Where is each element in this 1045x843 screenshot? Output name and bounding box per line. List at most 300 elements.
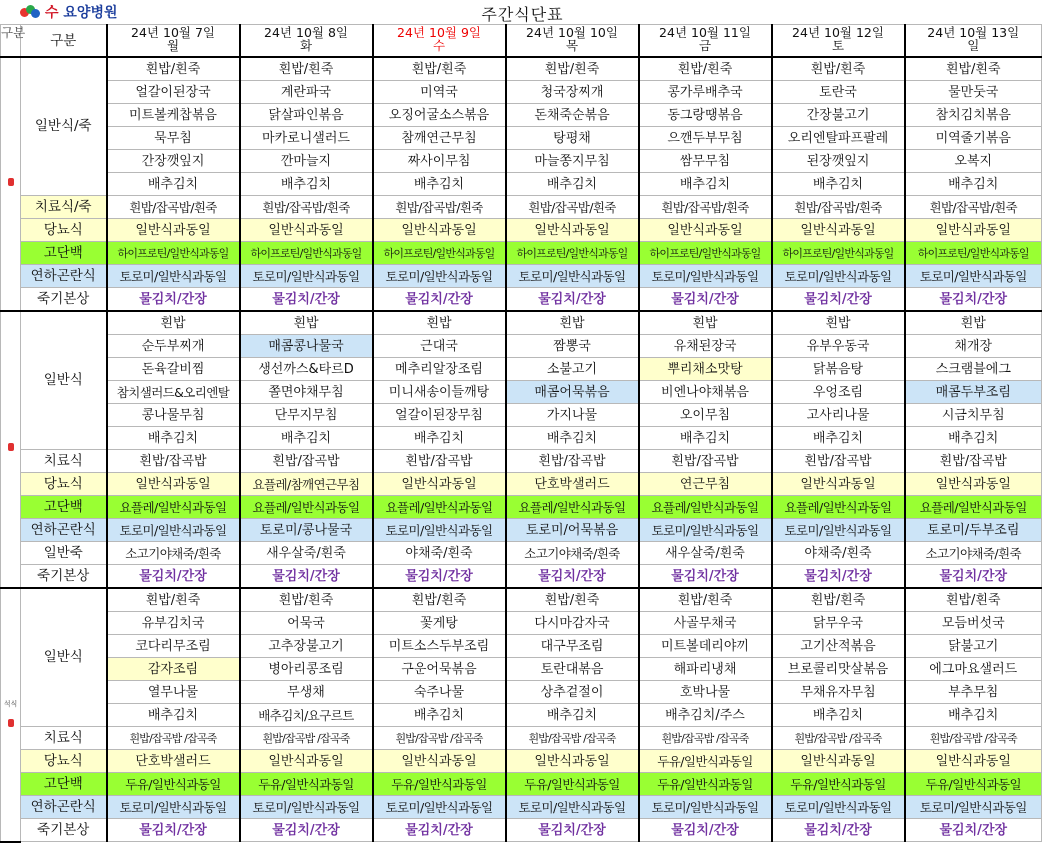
menu-row: [1, 750, 1042, 773]
menu-cell: 고사리나물: [772, 404, 905, 427]
menu-cell: 배추김치: [506, 704, 639, 727]
menu-cell: 토로미/일반식과동일: [373, 519, 506, 542]
menu-cell: 배추김치: [373, 704, 506, 727]
category-label: 연하곤란식: [21, 519, 107, 542]
menu-cell: 배추김치: [772, 704, 905, 727]
category-label: 고단백: [21, 242, 107, 265]
menu-cell: 새우살죽/흰죽: [639, 542, 772, 565]
menu-cell: 해파리냉채: [639, 658, 772, 681]
menu-row: [1, 658, 1042, 681]
category-label: 연하곤란식: [21, 796, 107, 819]
menu-row: [1, 635, 1042, 658]
category-label: 일반식/죽: [21, 57, 107, 196]
menu-cell: 비엔나야채볶음: [639, 381, 772, 404]
day-weekday: 금: [698, 38, 712, 53]
menu-cell: 흰밥/잡곡밥: [373, 450, 506, 473]
day-date: 24년 10월 9일: [397, 25, 481, 40]
menu-cell: 흰밥/잡곡밥 /잡곡죽: [639, 727, 772, 750]
menu-cell: 생선까스&타르D: [240, 358, 373, 381]
day-date: 24년 10월 11일: [659, 25, 751, 40]
menu-cell: 배추김치: [772, 427, 905, 450]
menu-cell: 토로미/일반식과동일: [639, 519, 772, 542]
menu-cell: 오이무침: [639, 404, 772, 427]
menu-cell: 배추김치/주스: [639, 704, 772, 727]
menu-cell: 우엉조림: [772, 381, 905, 404]
category-label: 죽기본상: [21, 565, 107, 589]
menu-row: [1, 496, 1042, 519]
menu-cell: 고기산적볶음: [772, 635, 905, 658]
menu-cell: 흰밥/흰죽: [240, 588, 373, 612]
menu-cell: 흰밥: [107, 311, 240, 335]
menu-cell: 토로미/일반식과동일: [373, 796, 506, 819]
menu-cell: 토로미/일반식과동일: [107, 265, 240, 288]
menu-cell: 물김치/간장: [639, 288, 772, 312]
day-date: 24년 10월 7일: [131, 25, 215, 40]
category-label: 치료식: [21, 727, 107, 750]
menu-cell: 청국장찌개: [506, 81, 639, 104]
menu-cell: 토로미/일반식과동일: [107, 796, 240, 819]
menu-cell: 흰밥/흰죽: [639, 588, 772, 612]
day-header: [107, 25, 240, 58]
menu-row: [1, 381, 1042, 404]
menu-cell: 병아리콩조림: [240, 658, 373, 681]
menu-cell: 물김치/간장: [905, 819, 1042, 842]
menu-cell: 물김치/간장: [772, 565, 905, 589]
menu-cell: 배추김치: [240, 427, 373, 450]
menu-cell: 마늘쫑지무침: [506, 150, 639, 173]
menu-cell: 흰밥/잡곡밥: [639, 450, 772, 473]
menu-cell: 두유/일반식과동일: [373, 773, 506, 796]
menu-cell: 흰밥/흰죽: [905, 588, 1042, 612]
menu-cell: 일반식과동일: [107, 473, 240, 496]
menu-cell: 돈육갈비찜: [107, 358, 240, 381]
menu-cell: 채개장: [905, 335, 1042, 358]
menu-cell: 흰밥/잡곡밥 /잡곡죽: [373, 727, 506, 750]
menu-cell: 하이프로틴/일반식과동일: [107, 242, 240, 265]
menu-cell: 순두부찌개: [107, 335, 240, 358]
menu-row: [1, 81, 1042, 104]
menu-cell: 미역국: [373, 81, 506, 104]
menu-cell: 일반식과동일: [772, 750, 905, 773]
weekly-menu-table: [0, 24, 1042, 843]
menu-cell: 어묵국: [240, 612, 373, 635]
menu-cell: 흰밥/잡곡밥 /잡곡죽: [905, 727, 1042, 750]
menu-cell: 미역줄기볶음: [905, 127, 1042, 150]
menu-row: [1, 727, 1042, 750]
menu-cell: 일반식과동일: [373, 750, 506, 773]
menu-row: [1, 242, 1042, 265]
menu-cell: 흰밥/잡곡밥 /잡곡죽: [772, 727, 905, 750]
menu-cell: 야채죽/흰죽: [373, 542, 506, 565]
menu-row: [1, 450, 1042, 473]
day-weekday: 토: [831, 38, 845, 53]
menu-cell: 물김치/간장: [107, 288, 240, 312]
menu-cell: 토란국: [772, 81, 905, 104]
menu-cell: 일반식과동일: [506, 219, 639, 242]
category-label: 일반식: [21, 311, 107, 450]
menu-cell: 흰밥/잡곡밥/흰죽: [772, 196, 905, 219]
menu-cell: 흰밥/잡곡밥 /잡곡죽: [240, 727, 373, 750]
menu-cell: 배추김치: [506, 173, 639, 196]
menu-row: [1, 704, 1042, 727]
menu-cell: 배추김치: [905, 427, 1042, 450]
menu-cell: 부추무침: [905, 681, 1042, 704]
menu-cell: 뿌리채소맛탕: [639, 358, 772, 381]
menu-cell: 소불고기: [506, 358, 639, 381]
menu-cell: 흰밥/흰죽: [107, 588, 240, 612]
menu-row: [1, 612, 1042, 635]
menu-cell: 대구무조림: [506, 635, 639, 658]
menu-cell: 숙주나물: [373, 681, 506, 704]
menu-cell: 요플레/일반식과동일: [905, 496, 1042, 519]
menu-cell: 미트소스두부조림: [373, 635, 506, 658]
day-weekday: 일: [967, 38, 980, 53]
menu-cell: 매콤두부조림: [905, 381, 1042, 404]
category-label: 고단백: [21, 773, 107, 796]
day-weekday: 화: [299, 38, 313, 53]
menu-cell: 배추김치: [639, 173, 772, 196]
menu-cell: 토로미/일반식과동일: [373, 265, 506, 288]
menu-cell: 배추김치: [107, 427, 240, 450]
category-label: 일반식: [21, 588, 107, 727]
menu-cell: 일반식과동일: [639, 219, 772, 242]
menu-cell: 단무지무침: [240, 404, 373, 427]
menu-cell: 물김치/간장: [240, 819, 373, 842]
menu-cell: 가지나물: [506, 404, 639, 427]
menu-cell: 흰밥/흰죽: [107, 57, 240, 81]
header: [0, 0, 1045, 24]
menu-cell: 토로미/일반식과동일: [772, 519, 905, 542]
menu-cell: 동그랑땡볶음: [639, 104, 772, 127]
menu-cell: 브로콜리맛살볶음: [772, 658, 905, 681]
menu-cell: 흰밥/잡곡밥/흰죽: [373, 196, 506, 219]
menu-cell: 쫄면야채무침: [240, 381, 373, 404]
category-label: 죽기본상: [21, 819, 107, 842]
menu-cell: 스크램블에그: [905, 358, 1042, 381]
logo-name: 요양병원: [63, 5, 118, 21]
menu-cell: 감자조림: [107, 658, 240, 681]
menu-cell: 오복지: [905, 150, 1042, 173]
menu-cell: 흰밥/흰죽: [240, 57, 373, 81]
menu-cell: 닭살파인볶음: [240, 104, 373, 127]
category-label: 당뇨식: [21, 750, 107, 773]
menu-cell: 흰밥/잡곡밥 /잡곡죽: [107, 727, 240, 750]
menu-row: [1, 681, 1042, 704]
menu-cell: 흰밥/잡곡밥: [506, 450, 639, 473]
menu-cell: 두유/일반식과동일: [240, 773, 373, 796]
menu-cell: 두유/일반식과동일: [772, 773, 905, 796]
menu-cell: 일반식과동일: [107, 219, 240, 242]
menu-cell: 배추김치/요구르트: [240, 704, 373, 727]
menu-cell: 짬뽕국: [506, 335, 639, 358]
menu-row: [1, 265, 1042, 288]
menu-cell: 간장깻잎지: [107, 150, 240, 173]
day-date: 24년 10월 8일: [264, 25, 348, 40]
menu-cell: 일반식과동일: [240, 219, 373, 242]
menu-row: [1, 819, 1042, 842]
side-header: 구분: [1, 25, 21, 58]
menu-row: [1, 335, 1042, 358]
menu-cell: 콩가루배추국: [639, 81, 772, 104]
menu-cell: 단호박샐러드: [506, 473, 639, 496]
menu-cell: 흰밥/흰죽: [506, 57, 639, 81]
menu-cell: 닭무우국: [772, 612, 905, 635]
menu-cell: 배추김치: [639, 427, 772, 450]
menu-cell: 메추리알장조림: [373, 358, 506, 381]
menu-row: [1, 404, 1042, 427]
menu-cell: 소고기야채죽/흰죽: [905, 542, 1042, 565]
menu-cell: 흰밥/잡곡밥: [772, 450, 905, 473]
menu-cell: 물김치/간장: [373, 819, 506, 842]
menu-cell: 흰밥/잡곡밥/흰죽: [107, 196, 240, 219]
meal-marker-icon: [8, 719, 14, 727]
menu-cell: 흰밥/흰죽: [905, 57, 1042, 81]
menu-cell: 모듬버섯국: [905, 612, 1042, 635]
menu-row: [1, 150, 1042, 173]
menu-cell: 흰밥/잡곡밥: [107, 450, 240, 473]
menu-row: [1, 288, 1042, 312]
menu-cell: 요플레/일반식과동일: [639, 496, 772, 519]
menu-cell: 흰밥/흰죽: [772, 588, 905, 612]
menu-cell: 일반식과동일: [506, 750, 639, 773]
menu-cell: 미트볼케찹볶음: [107, 104, 240, 127]
menu-cell: 다시마감자국: [506, 612, 639, 635]
menu-cell: 미니새송이들깨탕: [373, 381, 506, 404]
menu-cell: 토란대볶음: [506, 658, 639, 681]
meal-side-label: 석식: [3, 699, 18, 708]
day-weekday: 월: [166, 38, 180, 53]
menu-cell: 토로미/일반식과동일: [905, 796, 1042, 819]
menu-cell: 열무나물: [107, 681, 240, 704]
menu-cell: 두유/일반식과동일: [905, 773, 1042, 796]
menu-cell: 소고기야채죽/흰죽: [506, 542, 639, 565]
menu-cell: 토로미/일반식과동일: [107, 519, 240, 542]
menu-cell: 일반식과동일: [905, 219, 1042, 242]
day-header: [506, 25, 639, 58]
menu-cell: 깐마늘지: [240, 150, 373, 173]
menu-cell: 참깨연근무침: [373, 127, 506, 150]
menu-cell: 토로미/일반식과동일: [506, 796, 639, 819]
category-label: 고단백: [21, 496, 107, 519]
menu-cell: 일반식과동일: [373, 219, 506, 242]
menu-cell: 두유/일반식과동일: [639, 773, 772, 796]
menu-cell: 일반식과동일: [905, 750, 1042, 773]
menu-cell: 유부우동국: [772, 335, 905, 358]
menu-cell: 미트볼데리야끼: [639, 635, 772, 658]
menu-cell: 꽃게탕: [373, 612, 506, 635]
menu-cell: 두유/일반식과동일: [639, 750, 772, 773]
menu-cell: 상추겉절이: [506, 681, 639, 704]
menu-cell: 쌈무무침: [639, 150, 772, 173]
menu-cell: 참치김치볶음: [905, 104, 1042, 127]
menu-cell: 요플레/참깨연근무침: [240, 473, 373, 496]
menu-row: [1, 773, 1042, 796]
menu-cell: 으깬두부무침: [639, 127, 772, 150]
menu-cell: 고추장불고기: [240, 635, 373, 658]
category-label: 연하곤란식: [21, 265, 107, 288]
menu-cell: 무채유자무침: [772, 681, 905, 704]
menu-cell: 새우살죽/흰죽: [240, 542, 373, 565]
menu-cell: 토로미/일반식과동일: [639, 796, 772, 819]
menu-cell: 하이프로틴/일반식과동일: [905, 242, 1042, 265]
menu-cell: 흰밥/잡곡밥: [905, 450, 1042, 473]
menu-cell: 요플레/일반식과동일: [373, 496, 506, 519]
page-title: 주간식단표: [481, 5, 564, 24]
category-label: 당뇨식: [21, 219, 107, 242]
menu-cell: 된장깻잎지: [772, 150, 905, 173]
day-header: [373, 25, 506, 58]
menu-row: [1, 473, 1042, 496]
menu-cell: 토로미/일반식과동일: [772, 796, 905, 819]
menu-cell: 흰밥/흰죽: [506, 588, 639, 612]
meal-marker-icon: [8, 443, 14, 451]
menu-cell: 흰밥: [506, 311, 639, 335]
day-header: [772, 25, 905, 58]
menu-row: [1, 358, 1042, 381]
menu-cell: 배추김치: [373, 173, 506, 196]
menu-cell: 연근무침: [639, 473, 772, 496]
menu-cell: 하이프로틴/일반식과동일: [240, 242, 373, 265]
menu-row: [1, 219, 1042, 242]
menu-cell: 구운어묵볶음: [373, 658, 506, 681]
category-label: 죽기본상: [21, 288, 107, 312]
menu-cell: 토로미/일반식과동일: [639, 265, 772, 288]
menu-cell: 계란파국: [240, 81, 373, 104]
menu-cell: 배추김치: [905, 704, 1042, 727]
menu-cell: 물김치/간장: [373, 288, 506, 312]
menu-cell: 하이프로틴/일반식과동일: [772, 242, 905, 265]
menu-cell: 두유/일반식과동일: [506, 773, 639, 796]
menu-cell: 일반식과동일: [373, 473, 506, 496]
menu-cell: 배추김치: [772, 173, 905, 196]
menu-cell: 돈채죽순볶음: [506, 104, 639, 127]
menu-cell: 하이프로틴/일반식과동일: [639, 242, 772, 265]
menu-cell: 물김치/간장: [107, 819, 240, 842]
menu-cell: 코다리무조림: [107, 635, 240, 658]
menu-cell: 물김치/간장: [107, 565, 240, 589]
meal-side-cell: [1, 588, 21, 842]
menu-cell: 토로미/일반식과동일: [506, 265, 639, 288]
menu-cell: 소고기야채죽/흰죽: [107, 542, 240, 565]
menu-cell: 일반식과동일: [772, 473, 905, 496]
menu-cell: 짜사이무침: [373, 150, 506, 173]
menu-cell: 요플레/일반식과동일: [772, 496, 905, 519]
menu-cell: 흰밥/잡곡밥/흰죽: [639, 196, 772, 219]
menu-cell: 무생채: [240, 681, 373, 704]
meal-side-cell: [1, 57, 21, 311]
menu-cell: 배추김치: [240, 173, 373, 196]
category-label: 일반죽: [21, 542, 107, 565]
menu-cell: 토로미/어묵볶음: [506, 519, 639, 542]
menu-cell: 닭볶음탕: [772, 358, 905, 381]
menu-cell: 흰밥: [772, 311, 905, 335]
menu-cell: 흰밥/잡곡밥 /잡곡죽: [506, 727, 639, 750]
menu-row: [1, 127, 1042, 150]
menu-row: [1, 196, 1042, 219]
category-label: 치료식/죽: [21, 196, 107, 219]
menu-cell: 물김치/간장: [639, 565, 772, 589]
menu-cell: 흰밥/흰죽: [772, 57, 905, 81]
menu-cell: 물만둣국: [905, 81, 1042, 104]
menu-cell: 간장불고기: [772, 104, 905, 127]
menu-cell: 야채죽/흰죽: [772, 542, 905, 565]
menu-cell: 하이프로틴/일반식과동일: [506, 242, 639, 265]
category-header: 구분: [21, 25, 107, 58]
menu-cell: 물김치/간장: [772, 288, 905, 312]
menu-cell: 물김치/간장: [373, 565, 506, 589]
menu-cell: 얼갈이된장무침: [373, 404, 506, 427]
menu-cell: 물김치/간장: [240, 565, 373, 589]
menu-cell: 토로미/콩나물국: [240, 519, 373, 542]
menu-cell: 유부김치국: [107, 612, 240, 635]
day-date: 24년 10월 12일: [792, 25, 884, 40]
menu-cell: 흰밥: [905, 311, 1042, 335]
menu-cell: 탕평채: [506, 127, 639, 150]
category-label: 치료식: [21, 450, 107, 473]
menu-cell: 배추김치: [373, 427, 506, 450]
menu-row: [1, 173, 1042, 196]
menu-cell: 배추김치: [107, 704, 240, 727]
menu-cell: 물김치/간장: [240, 288, 373, 312]
menu-cell: 일반식과동일: [240, 750, 373, 773]
menu-cell: 하이프로틴/일반식과동일: [373, 242, 506, 265]
menu-cell: 흰밥: [240, 311, 373, 335]
menu-cell: 묵무침: [107, 127, 240, 150]
day-header: [905, 25, 1042, 58]
menu-row: [1, 565, 1042, 589]
menu-cell: 시금치무침: [905, 404, 1042, 427]
menu-cell: 토로미/두부조림: [905, 519, 1042, 542]
menu-row: [1, 427, 1042, 450]
menu-cell: 단호박샐러드: [107, 750, 240, 773]
menu-cell: 토로미/일반식과동일: [240, 265, 373, 288]
menu-cell: 유채된장국: [639, 335, 772, 358]
menu-cell: 일반식과동일: [905, 473, 1042, 496]
menu-row: [1, 311, 1042, 335]
menu-cell: 흰밥/흰죽: [373, 588, 506, 612]
day-weekday: 수: [432, 38, 446, 53]
day-weekday: 목: [565, 38, 579, 53]
menu-cell: 토로미/일반식과동일: [240, 796, 373, 819]
menu-cell: 일반식과동일: [772, 219, 905, 242]
day-header: [639, 25, 772, 58]
menu-cell: 배추김치: [506, 427, 639, 450]
menu-cell: 호박나물: [639, 681, 772, 704]
menu-cell: 물김치/간장: [506, 288, 639, 312]
menu-cell: 요플레/일반식과동일: [240, 496, 373, 519]
menu-cell: 에그마요샐러드: [905, 658, 1042, 681]
meal-marker-icon: [8, 178, 14, 186]
menu-row: [1, 519, 1042, 542]
menu-cell: 요플레/일반식과동일: [506, 496, 639, 519]
menu-cell: 요플레/일반식과동일: [107, 496, 240, 519]
day-header: [240, 25, 373, 58]
menu-cell: 토로미/일반식과동일: [905, 265, 1042, 288]
menu-cell: 마카로니샐러드: [240, 127, 373, 150]
menu-cell: 흰밥/잡곡밥/흰죽: [905, 196, 1042, 219]
menu-cell: 물김치/간장: [905, 565, 1042, 589]
menu-cell: 닭불고기: [905, 635, 1042, 658]
menu-cell: 매콤콩나물국: [240, 335, 373, 358]
menu-cell: 물김치/간장: [506, 819, 639, 842]
menu-row: [1, 588, 1042, 612]
menu-row: [1, 542, 1042, 565]
menu-cell: 물김치/간장: [639, 819, 772, 842]
menu-cell: 콩나물무침: [107, 404, 240, 427]
menu-cell: 오징어굴소스볶음: [373, 104, 506, 127]
menu-cell: 흰밥: [639, 311, 772, 335]
menu-cell: 흰밥/잡곡밥/흰죽: [506, 196, 639, 219]
